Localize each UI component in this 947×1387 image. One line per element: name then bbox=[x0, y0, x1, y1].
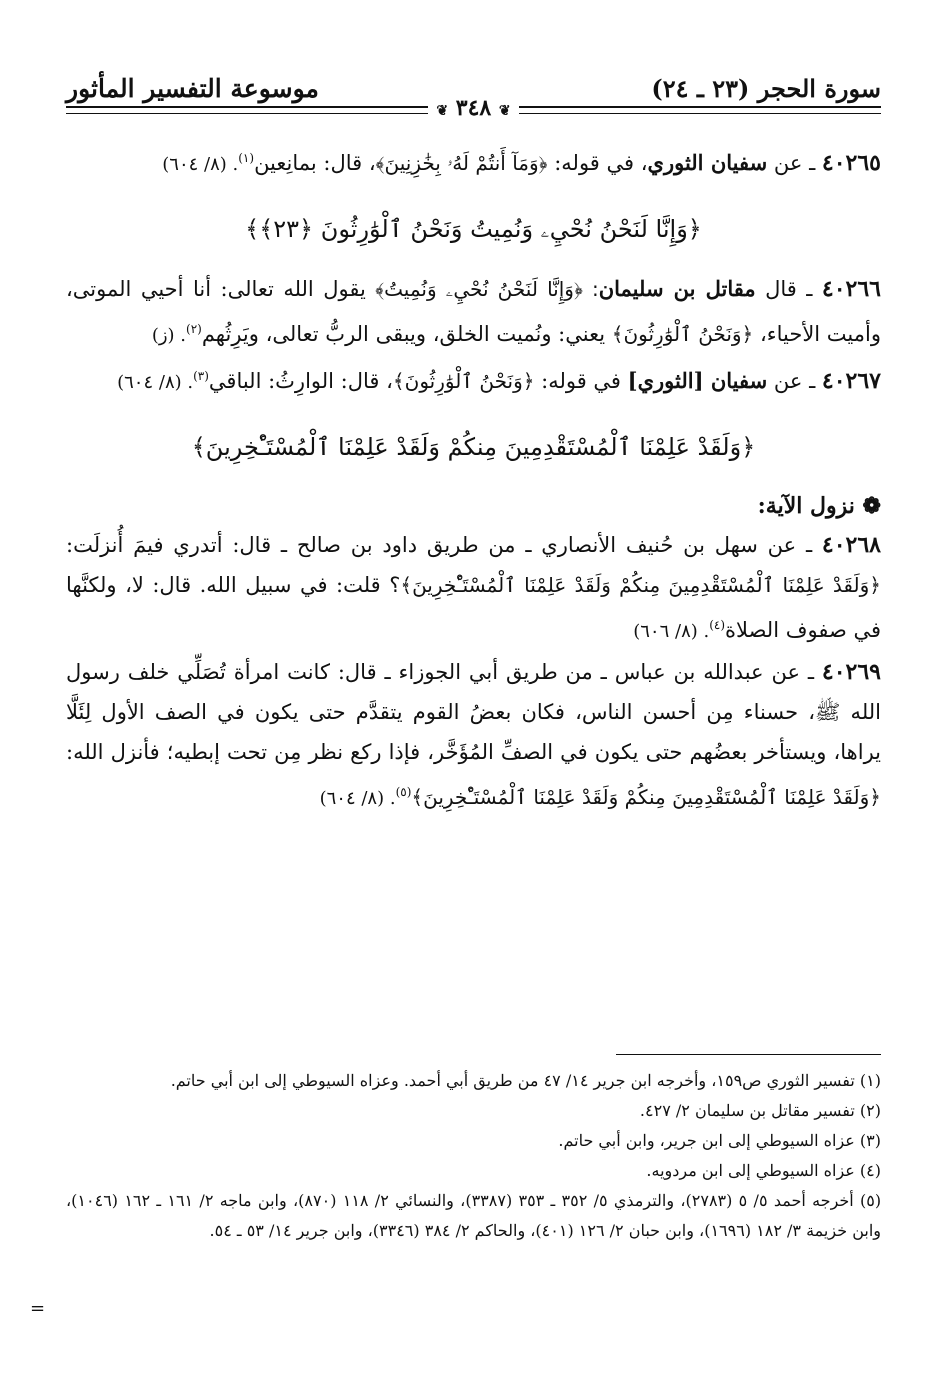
hadith-number: ٤٠٢٦٦ bbox=[821, 276, 881, 302]
quran-quote: ﴿وَلَقَدْ عَلِمْنَا ٱلْمُسْتَقْدِمِينَ مِنكُمْ وَلَقَدْ عَلِمْنَا ٱلْمُسْتَـْٔخِرِينَ﴾ bbox=[400, 573, 881, 597]
ornament-icon: ❦ bbox=[436, 103, 449, 119]
paragraph-40265 bbox=[66, 138, 881, 185]
text-segment: يقول الله تعالى: أنا أحيي الموتى، وأميت الأحياء، bbox=[66, 277, 881, 346]
text-segment: ، قال: بمانِعين bbox=[254, 151, 376, 175]
footnote-1: (١) تفسير الثوري ص١٥٩، وأخرجه ابن جرير ١٤/ ٤٧ من طريق أبي أحمد. وعزاه السيوطي إلى ابن أبي حاتم. bbox=[170, 1071, 881, 1090]
volume-reference: . (٨/ ٦٠٦) bbox=[633, 621, 710, 642]
narrator-name: سفيان [الثوري] bbox=[627, 368, 768, 393]
text-segment: يعني: ونُميت الخلق، ويبقى الربُّ تعالى، ويَرِثُهم bbox=[201, 322, 612, 346]
hadith-number: ٤٠٢٦٩ bbox=[821, 659, 881, 685]
volume-reference: . (٨/ ٦٠٤) bbox=[117, 372, 194, 393]
footnote-2: (٢) تفسير مقاتل بن سليمان ٢/ ٤٢٧. bbox=[639, 1101, 881, 1120]
footnote-separator bbox=[616, 1054, 881, 1055]
page-number-box bbox=[428, 95, 518, 121]
text-segment: ، في قوله: bbox=[547, 151, 648, 175]
quran-quote: ﴿وَنَحْنُ ٱلْوَٰرِثُونَ﴾ bbox=[392, 369, 535, 393]
surah-label: سورة الحجر (٢٣ ـ ٢٤) bbox=[651, 74, 881, 103]
footnote-marker: (٥) bbox=[395, 785, 412, 799]
narrator-name: سفيان الثوري bbox=[647, 150, 768, 175]
main-text bbox=[66, 138, 881, 819]
footnote-3: (٣) عزاه السيوطي إلى ابن جرير، وابن أبي حاتم. bbox=[558, 1131, 881, 1150]
volume-reference: . (٨/ ٦٠٤) bbox=[319, 788, 396, 809]
page-number-wrap bbox=[66, 95, 881, 121]
text-segment: ـ عن عبدالله بن عباس ـ من طريق أبي الجوزاء ـ قال: كانت امرأة تُصَلِّي خلف رسول الله ﷺ، حسناء مِن أحسن الناس، فكان بعضُ القوم يتقدَّم حتى يكون في الصف الأول لِئَلَّا يراها، ويستأخر بعضُهم حتى يكون في الصفِّ المُؤَخَّر، فإذا ركع نظر مِن تحت إبطيه؛ فأنزل الله: bbox=[66, 660, 881, 764]
quran-quote: ﴿وَمَآ أَنتُمْ لَهُۥ بِخَٰزِنِينَ﴾ bbox=[375, 151, 548, 175]
page-number: ٣٤٨ bbox=[455, 95, 492, 121]
quran-quote: : ﴿وَإِنَّا لَنَحْنُ نُحْيِۦ وَنُمِيتُ﴾ bbox=[375, 277, 599, 301]
volume-reference: . (٨/ ٦٠٤) bbox=[162, 154, 239, 175]
text-segment: ـ قال bbox=[755, 277, 822, 301]
hadith-number: ٤٠٢٦٨ bbox=[821, 532, 881, 558]
footnote-marker: (٣) bbox=[193, 369, 209, 383]
text-segment: ـ عن سهل بن حُنيف الأنصاري ـ من طريق داود بن صالح ـ قال: أتدري فيمَ أُنزلَت: bbox=[66, 533, 822, 557]
paragraph-40269 bbox=[66, 652, 881, 819]
footnotes bbox=[66, 1066, 881, 1246]
paragraph-40268 bbox=[66, 525, 881, 652]
page-header bbox=[66, 62, 881, 122]
footnote-marker: (٢) bbox=[186, 322, 202, 336]
margin-mark: = bbox=[30, 1298, 46, 1319]
footnote-4: (٤) عزاه السيوطي إلى ابن مردويه. bbox=[646, 1161, 881, 1180]
volume-reference: . (ز) bbox=[151, 325, 186, 346]
narrator-name: مقاتل بن سليمان bbox=[598, 276, 756, 301]
text-segment: ـ عن bbox=[767, 369, 822, 393]
verse-23: ﴿وَإِنَّا لَنَحْنُ نُحْيِۦ وَنُمِيتُ وَنَحْنُ ٱلْوَٰرِثُونَ ﴿٢٣﴾﴾ bbox=[245, 215, 702, 243]
ornament-icon: ❦ bbox=[498, 103, 511, 119]
verse-24: ﴿وَلَقَدْ عَلِمْنَا ٱلْمُسْتَقْدِمِينَ مِنكُمْ وَلَقَدْ عَلِمْنَا ٱلْمُسْتَـْٔخِرِينَ﴾ bbox=[191, 433, 756, 461]
paragraph-40266 bbox=[66, 269, 881, 356]
section-heading: ❁ نزول الآية: bbox=[757, 493, 881, 519]
book-title: موسوعة التفسير المأثور bbox=[66, 74, 319, 103]
text-segment: ؟ قلت: في سبيل الله. قال: لا، ولكنَّها في صفوف الصلاة bbox=[66, 573, 881, 642]
hadith-number: ٤٠٢٦٥ bbox=[821, 150, 881, 176]
footnote-5: (٥) أخرجه أحمد ٥/ ٥ (٢٧٨٣)، والترمذي ٥/ ٣٥٢ ـ ٣٥٣ (٣٣٨٧)، والنسائي ٢/ ١١٨ (٨٧٠)، وابن ماجه ٢/ ١٦١ ـ ١٦٢ (١٠٤٦)، وابن خزيمة ٣/ ١٨٢ (١٦٩٦)، وابن حبان ٢/ ١٢٦ (٤٠١)، والحاكم ٢/ ٣٨٤ (٣٣٤٦)، وابن جرير ١٤/ ٥٣ ـ ٥٤. bbox=[66, 1191, 882, 1240]
footnote-marker: (١) bbox=[238, 151, 255, 165]
quran-quote: ﴿وَنَحْنُ ٱلْوَٰرِثُونَ﴾ bbox=[611, 322, 754, 346]
text-segment: ، قال: الوارِثُ: الباقي bbox=[208, 369, 393, 393]
text-segment: في قوله: bbox=[534, 369, 628, 393]
quran-quote: ﴿وَلَقَدْ عَلِمْنَا ٱلْمُسْتَقْدِمِينَ مِنكُمْ وَلَقَدْ عَلِمْنَا ٱلْمُسْتَـْٔخِرِينَ﴾ bbox=[411, 785, 881, 809]
text-segment: ـ عن bbox=[767, 151, 822, 175]
paragraph-40267 bbox=[66, 356, 881, 403]
footnote-marker: (٤) bbox=[709, 618, 726, 632]
hadith-number: ٤٠٢٦٧ bbox=[821, 368, 881, 394]
